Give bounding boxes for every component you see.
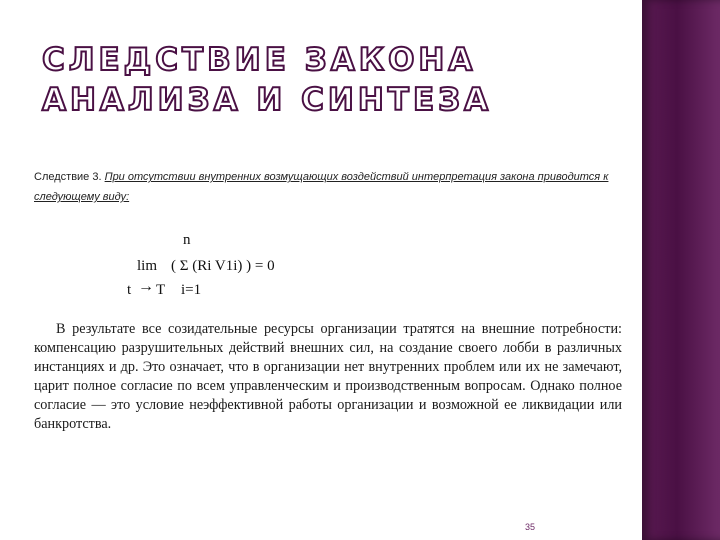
corollary-label: Следствие 3. xyxy=(34,171,102,183)
formula-lim: lim xyxy=(137,258,158,274)
formula-upper-limit: n xyxy=(183,232,191,248)
formula-t: t xyxy=(127,282,132,298)
decorative-sidebar xyxy=(642,0,720,540)
slide-title: СЛЕДСТВИЕ ЗАКОНА АНАЛИЗА И СИНТЕЗА xyxy=(42,42,493,118)
corollary-text: При отсутствии внутренних возмущающих воздействий интерпретация закона приводится к следующему виду: xyxy=(34,171,609,203)
corollary-statement xyxy=(34,167,620,207)
formula-expression: ( Σ (Ri V1i) ) = 0 xyxy=(171,258,275,274)
formula xyxy=(125,232,345,302)
body-paragraph: В результате все созидательные ресурсы организации тратятся на внешние потребности: компенсацию разрушительных действий внешних сил, на создание своего лобби в различных инстанциях и др. Это означает, что в организации нет внутренних проблем или их не замечают, царит полное согласие по всем управленческим и производственным вопросам. Однако полное согласие — это условие неэффективной работы организации и возможной ее ликвидации или банкротства. xyxy=(34,321,622,432)
formula-T: T xyxy=(156,282,166,298)
page-number: 35 xyxy=(525,522,536,532)
arrow-icon: → xyxy=(138,278,154,295)
formula-index: i=1 xyxy=(181,282,202,298)
